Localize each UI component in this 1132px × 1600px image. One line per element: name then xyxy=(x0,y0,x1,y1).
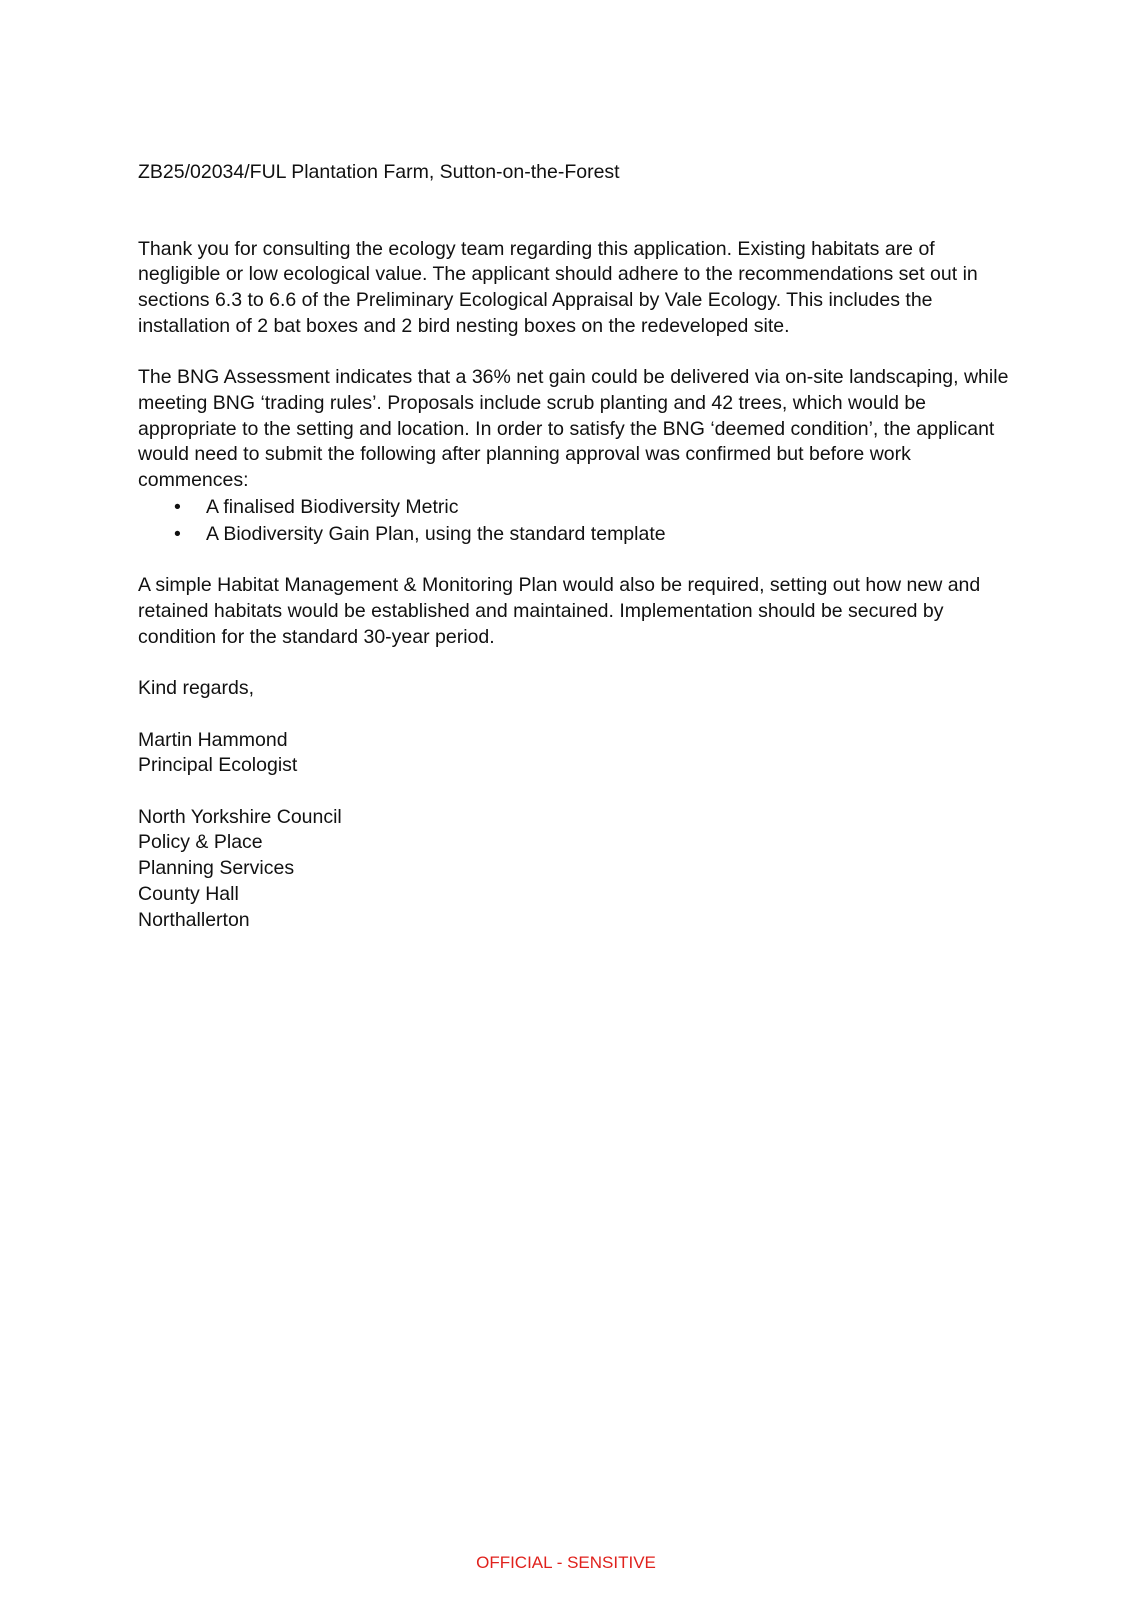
letter-body xyxy=(138,160,1018,933)
list-item-text: A Biodiversity Gain Plan, using the standard template xyxy=(206,522,666,545)
spacer xyxy=(138,340,1018,366)
spacer xyxy=(138,651,1018,677)
address-line: Northallerton xyxy=(138,908,250,931)
list-item xyxy=(138,521,1018,548)
bullet-dot-icon: • xyxy=(174,522,181,545)
address-block xyxy=(138,805,1018,934)
paragraph-ecology-appraisal: Thank you for consulting the ecology team regarding this application. Existing habitats are of negligible or low ecological value. The applicant should adhere to the recommendations set out in sections 6.3 to 6.6 of the Preliminary Ecological Appraisal by Vale Ecology. This includes the installation of 2 bat boxes and 2 bird nesting boxes on the redeveloped site. xyxy=(138,237,978,337)
address-line: Planning Services xyxy=(138,857,295,880)
spacer xyxy=(138,548,1018,574)
classification-footer: OFFICIAL - SENSITIVE xyxy=(476,1553,656,1572)
requirements-list xyxy=(138,494,1018,548)
spacer xyxy=(138,186,1018,237)
paragraph-management-plan: A simple Habitat Management & Monitoring Plan would also be required, setting out how new and retained habitats would be established and maintained. Implementation should be secured by condition for the standard 30-year period. xyxy=(138,574,981,648)
closing-salutation: Kind regards, xyxy=(138,677,254,700)
signature-block xyxy=(138,728,1018,779)
address-line: County Hall xyxy=(138,882,239,905)
address-line: North Yorkshire Council xyxy=(138,805,342,828)
address-line: Policy & Place xyxy=(138,831,263,854)
application-reference-heading: ZB25/02034/FUL Plantation Farm, Sutton-on-the-Forest xyxy=(138,161,620,183)
spacer xyxy=(138,702,1018,728)
list-item xyxy=(138,494,1018,521)
spacer xyxy=(138,779,1018,805)
signatory-name: Martin Hammond xyxy=(138,728,288,751)
list-item-text: A finalised Biodiversity Metric xyxy=(206,495,459,518)
signatory-title: Principal Ecologist xyxy=(138,754,298,777)
paragraph-bng-assessment: The BNG Assessment indicates that a 36% net gain could be delivered via on-site landscaping, while meeting BNG ‘trading rules’. Proposals include scrub planting and 42 trees, which would be appropriate to the setting and location. In order to satisfy the BNG ‘deemed condition’, the applicant would need to submit the following after planning approval was confirmed but before work commences: xyxy=(138,366,1009,492)
bullet-dot-icon: • xyxy=(174,495,181,518)
